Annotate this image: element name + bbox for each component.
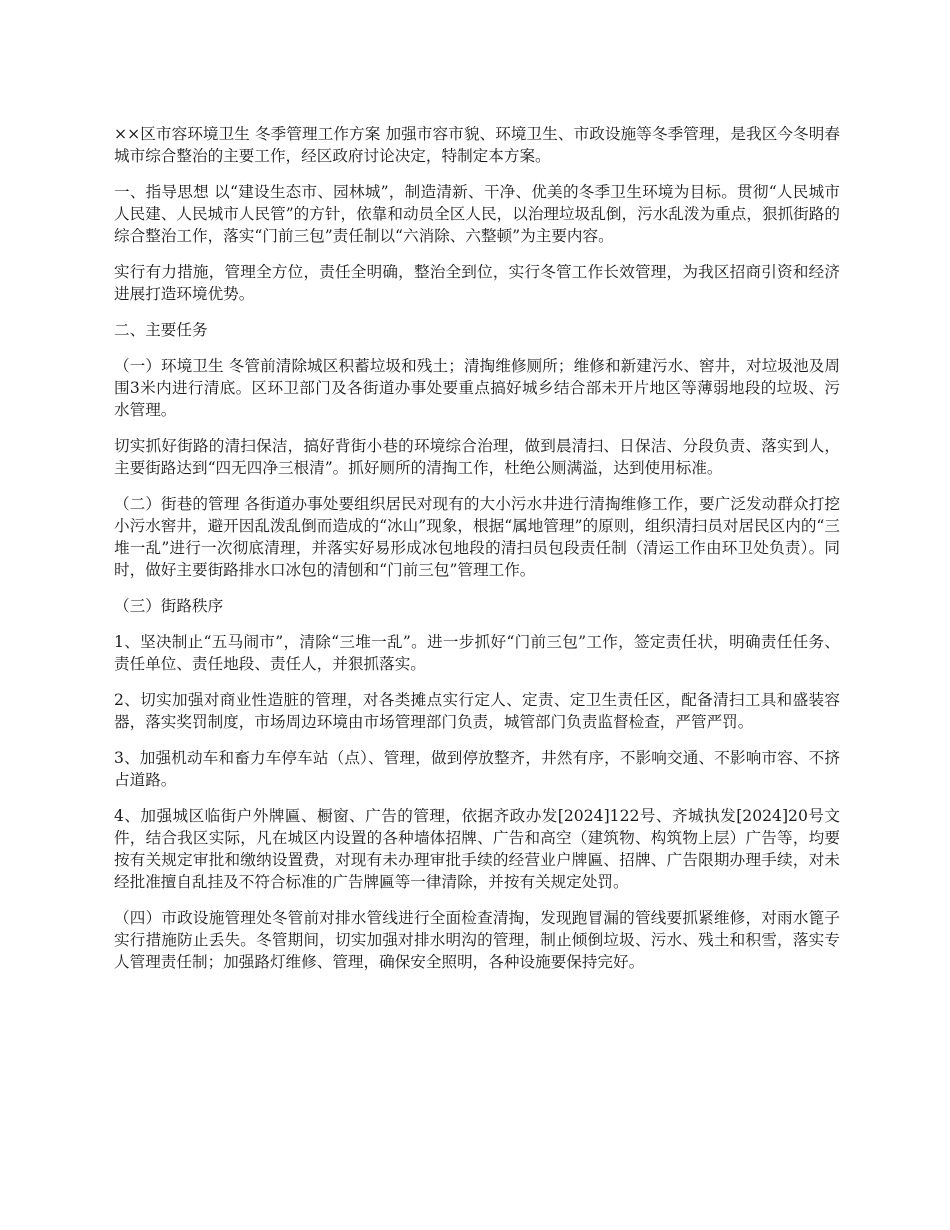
- document-body: [114, 123, 840, 987]
- street-order-item-3: 3、加强机动车和畜力车停车站（点）、管理，做到停放整齐，井然有序，不影响交通、不影响市容、不挤占道路。: [114, 749, 840, 789]
- street-order-item-4: 4、加强城区临街户外牌匾、橱窗、广告的管理，依据齐政办发[2024]122号、齐城执发[2024]20号文件，结合我区实际，凡在城区内设置的各种墙体招牌、广告和高空（建筑物、构筑物上层）广告等，均要按有关规定审批和缴纳设置费，对现有未办理审批手续的经营业户牌匾、招牌、广告限期办理手续，对未经批准擅自乱挂及不符合标准的广告牌匾等一律清除，并按有关规定处罚。: [114, 807, 840, 891]
- street-order-item-2: 2、切实加强对商业性造脏的管理，对各类摊点实行定人、定责、定卫生责任区，配备清扫工具和盛装容器，落实奖罚制度，市场周边环境由市场管理部门负责，城管部门负责监督检查，严管严罚。: [114, 691, 840, 731]
- measures-paragraph: 实行有力措施，管理全方位，责任全明确，整治全到位，实行冬管工作长效管理，为我区招商引资和经济进展打造环境优势。: [114, 263, 840, 303]
- alley-management-paragraph: （二）街巷的管理 各街道办事处要组织居民对现有的大小污水井进行清掏维修工作，要广泛发动群众打挖小污水窖井，避开因乱泼乱倒而造成的“冰山”现象，根据“属地管理”的原则，组织清扫员对居民区内的“三堆一乱”进行一次彻底清理，并落实好易形成冰包地段的清扫员包段责任制（清运工作由环卫处负责）。同时，做好主要街路排水口冰包的清刨和“门前三包”管理工作。: [114, 495, 840, 579]
- municipal-facilities-paragraph: （四）市政设施管理处冬管前对排水管线进行全面检查清掏，发现跑冒漏的管线要抓紧维修，对雨水篦子实行措施防止丢失。冬管期间，切实加强对排水明沟的管理，制止倾倒垃圾、污水、残土和积雪，落实专人管理责任制；加强路灯维修、管理，确保安全照明，各种设施要保持完好。: [114, 909, 840, 971]
- street-order-item-1: 1、坚决制止“五马闹市”，清除“三堆一乱”。进一步抓好“门前三包”工作，签定责任状，明确责任任务、责任单位、责任地段、责任人，并狠抓落实。: [114, 633, 840, 673]
- section-heading-main-tasks: 二、主要任务: [114, 321, 208, 339]
- guiding-ideology-paragraph: 一、指导思想 以“建设生态市、园林城”，制造清新、干净、优美的冬季卫生环境为目标。贯彻“人民城市人民建、人民城市人民管”的方针，依靠和动员全区人民，以治理垃圾乱倒，污水乱泼为重点，狠抓街路的综合整治工作，落实“门前三包”责任制以“六消除、六整顿”为主要内容。: [114, 183, 840, 245]
- section-heading-street-order: （三）街路秩序: [114, 597, 224, 615]
- intro-paragraph: ××区市容环境卫生 冬季管理工作方案 加强市容市貌、环境卫生、市政设施等冬季管理，是我区今冬明春城市综合整治的主要工作，经区政府讨论决定，特制定本方案。: [114, 125, 840, 165]
- street-cleaning-paragraph: 切实抓好街路的清扫保洁，搞好背街小巷的环境综合治理，做到晨清扫、日保洁、分段负责、落实到人，主要街路达到“四无四净三根清”。抓好厕所的清掏工作，杜绝公厕满溢，达到使用标准。: [114, 437, 840, 477]
- environment-sanitation-paragraph: （一）环境卫生 冬管前清除城区积蓄垃圾和残土；清掏维修厕所；维修和新建污水、窖井，对垃圾池及周围3米内进行清底。区环卫部门及各街道办事处要重点搞好城乡结合部未开片地区等薄弱地段的垃圾、污水管理。: [114, 357, 840, 419]
